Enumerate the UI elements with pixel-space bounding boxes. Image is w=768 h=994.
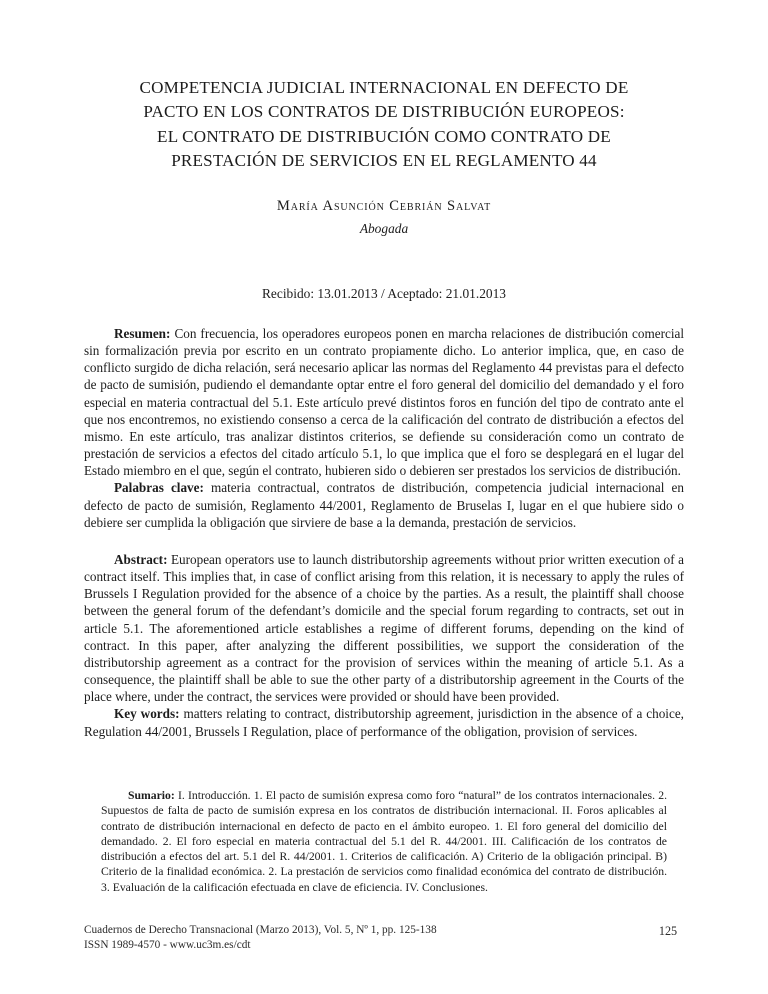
- abstract-paragraph: [84, 551, 684, 705]
- page-number: 125: [658, 924, 678, 938]
- key-words-label: Key words:: [114, 706, 180, 722]
- abstract-label: Abstract:: [114, 552, 168, 567]
- palabras-clave-label: Palabras clave:: [114, 480, 204, 496]
- sumario-section: [101, 788, 667, 895]
- footer-issn-line: ISSN 1989-4570 - www.uc3m.es/cdt: [84, 938, 251, 951]
- key-words-text: matters relating to contract, distributorship agreement, jurisdiction in the absence of a choice, Regulation 44/2001, Brussels I Regulation, place of performance of the obligation, provision of services.: [84, 706, 684, 739]
- title-line-2: PACTO EN LOS CONTRATOS DE DISTRIBUCIÓN EUROPEOS:: [143, 102, 625, 122]
- title-line-4: PRESTACIÓN DE SERVICIOS EN EL REGLAMENTO 44: [171, 150, 597, 170]
- author-role: Abogada: [359, 221, 409, 236]
- submission-dates: Recibido: 13.01.2013 / Aceptado: 21.01.2013: [262, 286, 506, 301]
- author-block: [84, 197, 684, 238]
- sumario-paragraph: [101, 788, 667, 895]
- sumario-label: Sumario:: [128, 789, 175, 802]
- sumario-text: I. Introducción. 1. El pacto de sumisión expresa como foro “natural” de los contratos internacionales. 2. Supuestos de falta de pacto de sumisión expresa en los contratos de distribución internacional. II. Foros aplicables al contrato de distribución internacional en defecto de pacto en el ámbito europeo. 1. El foro general del domicilio del demandado. 2. El foro especial en materia contractual del 5.1 del R. 44/2001. III. Calificación de los contratos de distribución a efectos del art. 5.1 del R. 44/2001. 1. Criterios de calificación. A) Criterio de la obligación principal. B) Criterio de la finalidad económica. 2. La prestación de servicios como finalidad económica del contrato de distribución. 3. Evaluación de la calificación efectuada en clave de eficiencia. IV. Conclusiones.: [101, 789, 667, 894]
- author-name: María Asunción Cebrián Salvat: [276, 198, 492, 214]
- palabras-clave-text: materia contractual, contratos de distribución, competencia judicial internacional en defecto de pacto de sumisión, Reglamento 44/2001, Reglamento de Bruselas I, lugar en el que hubiere sido o debiere ser cumplida la obligación que sirviere de base a la demanda, prestación de servicios.: [84, 480, 684, 530]
- palabras-clave-paragraph: [84, 479, 684, 530]
- title-line-3: EL CONTRATO DE DISTRIBUCIÓN COMO CONTRATO DE: [157, 126, 611, 146]
- title-line-1: COMPETENCIA JUDICIAL INTERNACIONAL EN DEFECTO DE: [139, 78, 629, 97]
- key-words-paragraph: [84, 705, 684, 739]
- resumen-section: [84, 325, 684, 531]
- resumen-paragraph: [84, 325, 684, 479]
- abstract-section: [84, 551, 684, 740]
- page-footer: [84, 923, 684, 952]
- resumen-label: Resumen:: [114, 326, 171, 341]
- resumen-text: Con frecuencia, los operadores europeos ponen en marcha relaciones de distribución comercial sin formalización previa por escrito en un contrato propiamente dicho. Lo anterior implica, que, en caso de conflicto surgido de dicha relación, será necesario aplicar las normas del Reglamento 44 previstas para el defecto de pacto de sumisión, pudiendo el demandante optar entre el foro general del domicilio del demandado y el foro especial en materia contractual del 5.1. Este artículo prevé distintos foros en función del tipo de contrato ante el que nos encontremos, no existiendo consenso a cerca de la calificación del contrato de distribución a efectos del mismo. En este artículo, tras analizar distintos criterios, se defiende su consideración como un contrato de prestación de servicios a efectos del citado artículo 5.1, lo que implica que el foro se desplegará en el lugar del Estado miembro en el que, según el contrato, hubieren sido o debieren ser prestados los servicios de distribución.: [84, 326, 684, 479]
- page-title: [84, 76, 684, 173]
- abstract-text: European operators use to launch distributorship agreements without prior written execution of a contract itself. This implies that, in case of conflict arising from this relation, it is necessary to apply the rules of Brussels I Regulation provided for the absence of a choice by the parties. As a result, the plaintiff shall choose between the general forum of the defendant’s domicile and the special forum regarding to contracts, set out in article 5.1. The aforementioned article establishes a regime of different forums, depending on the kind of contract. In this paper, after analyzing the different possibilities, we support the consideration of the distributorship agreement as a contract for the provision of services within the meaning of article 5.1. As a consequence, the plaintiff shall be able to sue the other party of a distributorship agreement in the Courts of the place where, under the contract, the services were provided or should have been provided.: [84, 552, 684, 705]
- footer-journal-line: Cuadernos de Derecho Transnacional (Marzo 2013), Vol. 5, Nº 1, pp. 125-138: [84, 924, 437, 936]
